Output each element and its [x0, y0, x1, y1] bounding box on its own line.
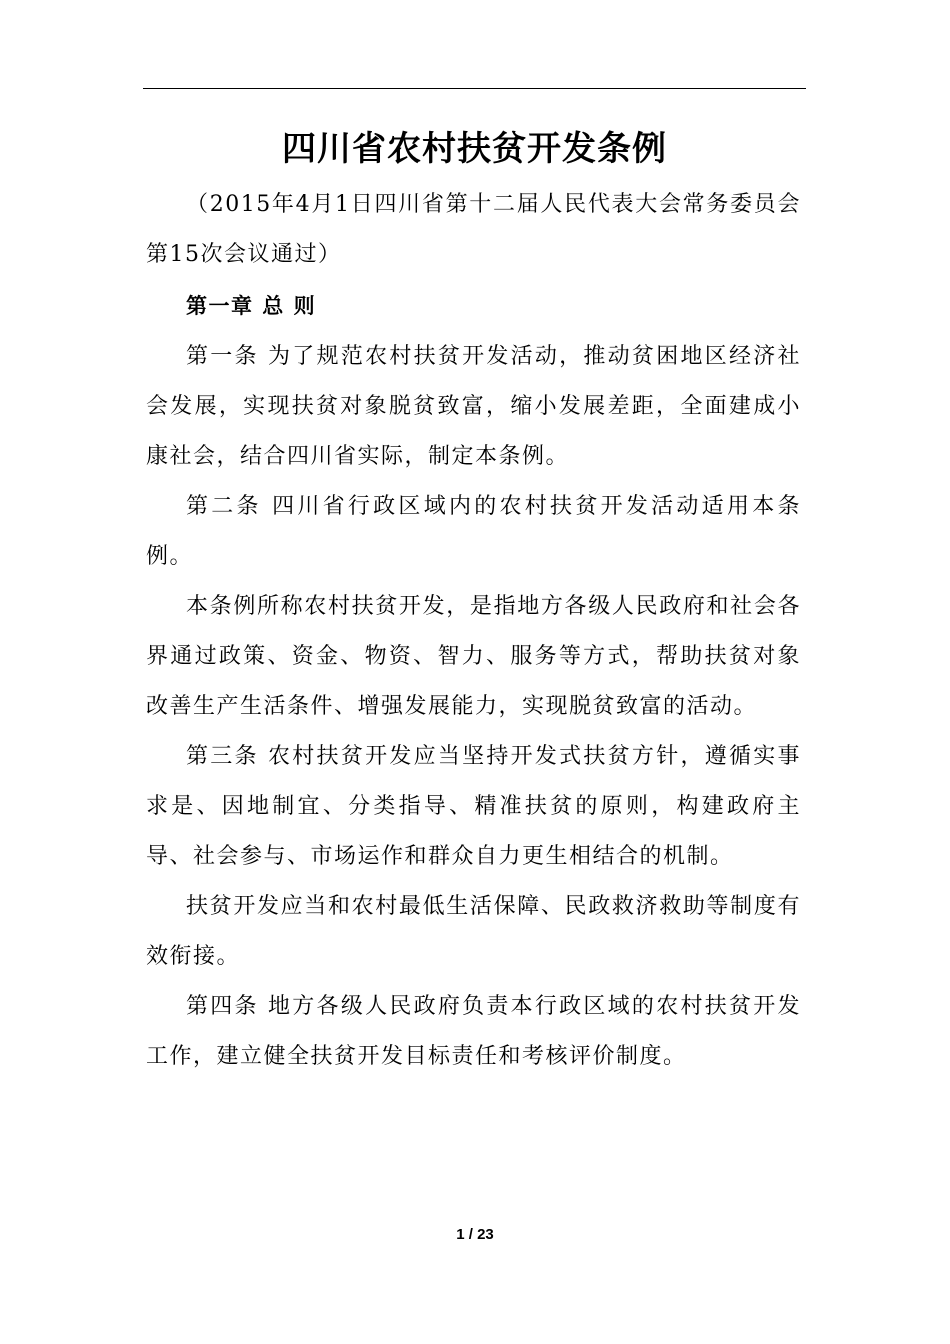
article-2: 第二条 四川省行政区域内的农村扶贫开发活动适用本条例。 [146, 494, 801, 569]
article-3-paragraph-2: 扶贫开发应当和农村最低生活保障、民政救济救助等制度有效衔接。 [146, 894, 801, 969]
article-3: 第三条 农村扶贫开发应当坚持开发式扶贫方针，遵循实事求是、因地制宜、分类指导、精准扶贫的原则，构建政府主导、社会参与、市场运作和群众自力更生相结合的机制。 [146, 744, 801, 869]
header-rule [143, 88, 806, 89]
document-body [146, 180, 801, 1082]
adoption-note: （2015年4月1日四川省第十二届人民代表大会常务委员会第15次会议通过） [146, 192, 801, 267]
chapter-heading: 第一章 总 则 [186, 294, 317, 318]
article-2-paragraph-2: 本条例所称农村扶贫开发，是指地方各级人民政府和社会各界通过政策、资金、物资、智力、服务等方式，帮助扶贫对象改善生产生活条件、增强发展能力，实现脱贫致富的活动。 [146, 594, 801, 719]
document-title: 四川省农村扶贫开发条例 [282, 129, 667, 169]
article-4: 第四条 地方各级人民政府负责本行政区域的农村扶贫开发工作，建立健全扶贫开发目标责任和考核评价制度。 [146, 994, 801, 1069]
article-1: 第一条 为了规范农村扶贫开发活动，推动贫困地区经济社会发展，实现扶贫对象脱贫致富，缩小发展差距，全面建成小康社会，结合四川省实际，制定本条例。 [146, 344, 801, 469]
page-number: 1 / 23 [456, 1226, 494, 1243]
